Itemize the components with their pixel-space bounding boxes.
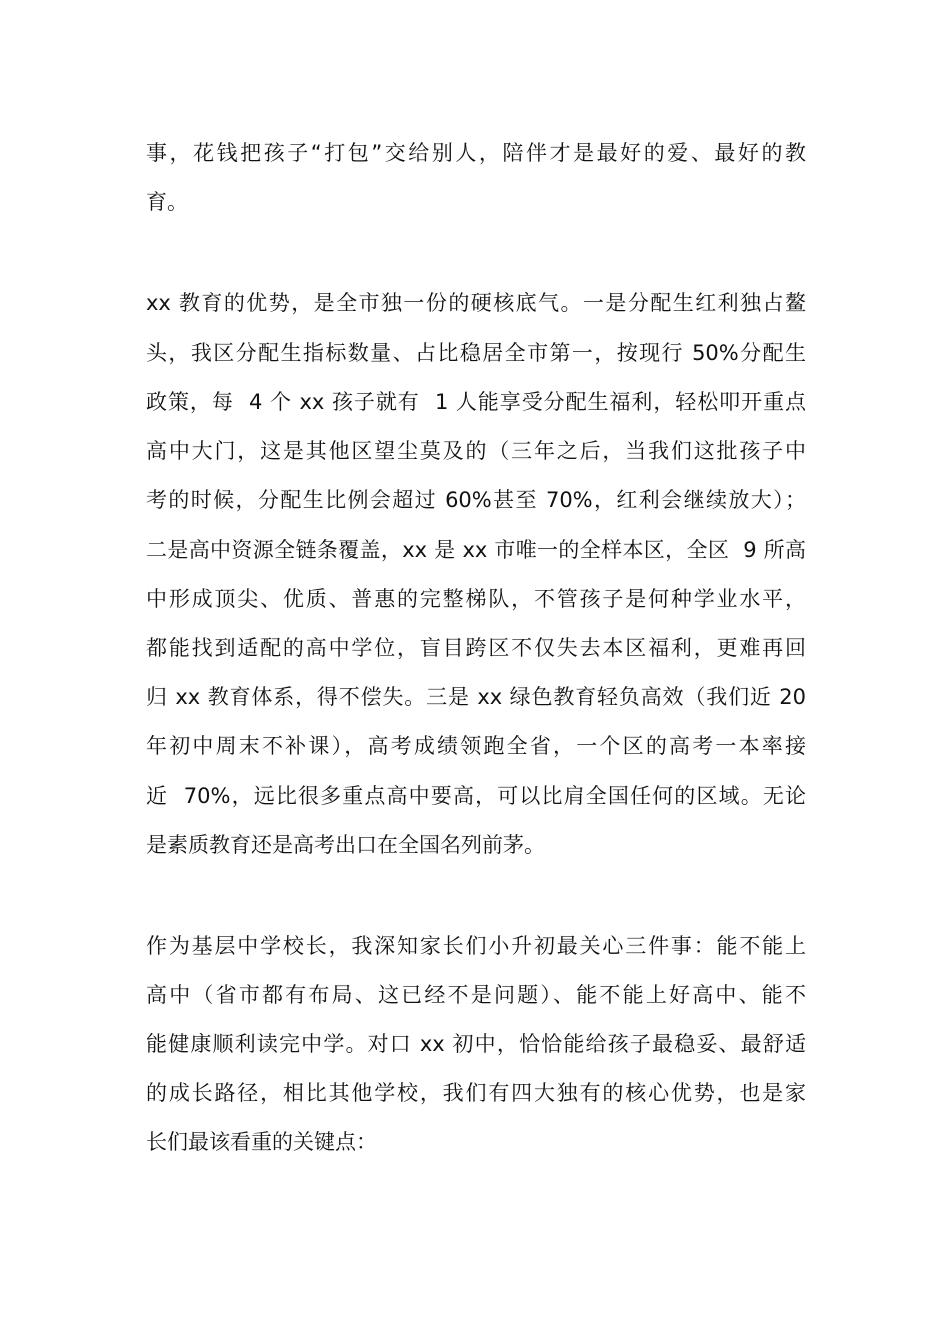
paragraph-3-line-5: 长们最该看重的关键点： bbox=[146, 1130, 377, 1154]
paragraph-2-line-10: 年初中周末不补课），高考成绩领跑全省，一个区的高考一本率接 bbox=[146, 734, 806, 758]
paragraph-2-line-12: 是素质教育还是高考出口在全国名列前茅。 bbox=[146, 833, 545, 857]
paragraph-2-line-8: 都能找到适配的高中学位，盲目跨区不仅失去本区福利，更难再回 bbox=[146, 636, 806, 660]
paragraph-2-line-2: 头，我区分配生指标数量、占比稳居全市第一，按现行 50%分配生 bbox=[146, 341, 806, 365]
paragraph-2-line-6: 二是高中资源全链条覆盖，xx 是 xx 市唯一的全样本区，全区 9 所高 bbox=[146, 538, 806, 562]
paragraph-1-line-1: 事，花钱把孩子“打包”交给别人，陪伴才是最好的爱、最好的教 bbox=[146, 141, 806, 165]
paragraph-2-line-3: 政策，每 4 个 xx 孩子就有 1 人能享受分配生福利，轻松叩开重点 bbox=[146, 390, 806, 414]
paragraph-2-line-9: 归 xx 教育体系，得不偿失。三是 xx 绿色教育轻负高效（我们近 20 bbox=[146, 685, 806, 709]
paragraph-3-line-1: 作为基层中学校长，我深知家长们小升初最关心三件事：能不能上 bbox=[146, 934, 806, 958]
paragraph-1-line-2: 育。 bbox=[146, 190, 188, 214]
paragraph-2-line-1: xx 教育的优势，是全市独一份的硬核底气。一是分配生红利独占鳌 bbox=[146, 291, 806, 315]
paragraph-2-line-11: 近 70%，远比很多重点高中要高，可以比肩全国任何的区域。无论 bbox=[146, 784, 806, 808]
paragraph-3-line-4: 的成长路径，相比其他学校，我们有四大独有的核心优势，也是家 bbox=[146, 1081, 806, 1105]
paragraph-3-line-2: 高中（省市都有布局、这已经不是问题）、能不能上好高中、能不 bbox=[146, 983, 806, 1007]
paragraph-3-line-3: 能健康顺利读完中学。对口 xx 初中，恰恰能给孩子最稳妥、最舒适 bbox=[146, 1032, 806, 1056]
paragraph-2-line-7: 中形成顶尖、优质、普惠的完整梯队，不管孩子是何种学业水平， bbox=[146, 587, 806, 611]
paragraph-2-line-4: 高中大门，这是其他区望尘莫及的（三年之后，当我们这批孩子中 bbox=[146, 439, 806, 463]
paragraph-2-line-5: 考的时候，分配生比例会超过 60%甚至 70%，红利会继续放大）； bbox=[146, 488, 806, 512]
